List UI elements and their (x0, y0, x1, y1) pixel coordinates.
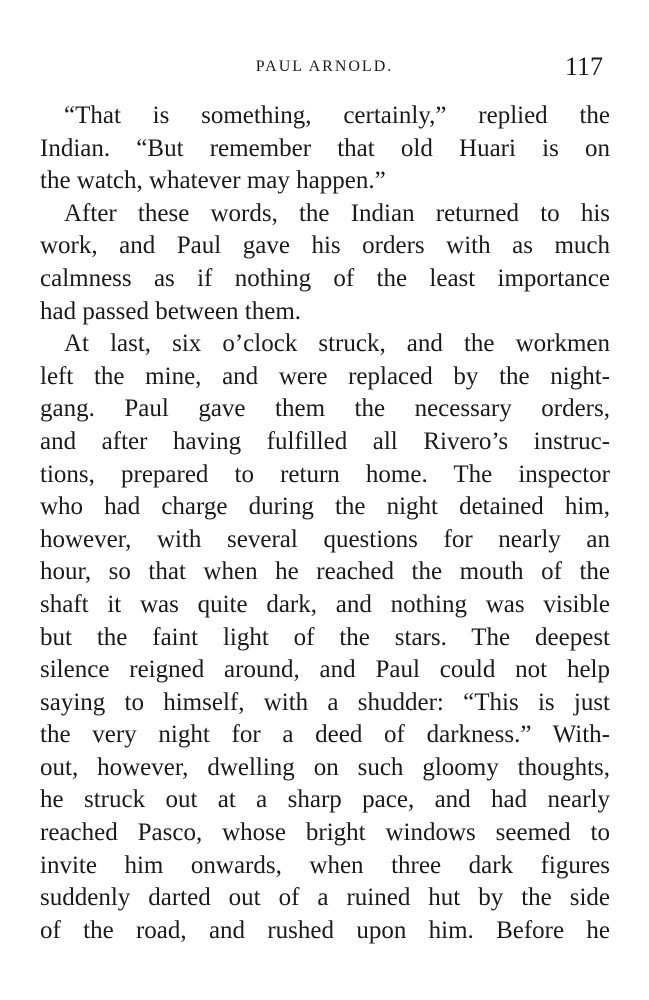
text-line: calmness as if nothing of the least importance (40, 264, 610, 292)
page-number: 117 (564, 52, 603, 81)
text-line: the very night for a deed of darkness.” With- (40, 721, 610, 749)
text-line: left the mine, and were replaced by the night- (40, 362, 610, 390)
text-line: saying to himself, with a shudder: “This is just (40, 688, 610, 716)
text-line: suddenly darted out of a ruined hut by the side (40, 884, 610, 912)
text-line: of the road, and rushed upon him. Before he (40, 916, 610, 944)
text-line: he struck out at a sharp pace, and had nearly (40, 786, 610, 814)
text-line: reached Pasco, whose bright windows seemed to (40, 819, 610, 847)
text-line: “That is something, certainly,” replied the (64, 102, 610, 129)
text-line: Indian. “But remember that old Huari is on (40, 134, 610, 162)
text-line: however, with several questions for nearly an (40, 525, 610, 553)
text-line: gang. Paul gave them the necessary orders, (40, 395, 610, 423)
text-line: work, and Paul gave his orders with as much (40, 232, 610, 260)
text-line: hour, so that when he reached the mouth of the (40, 558, 610, 586)
text-line: At last, six o’clock struck, and the workmen (64, 330, 610, 358)
text-line: After these words, the Indian returned to his (64, 199, 610, 227)
running-title: PAUL ARNOLD. (255, 58, 394, 75)
text-line: had passed between them. (40, 297, 302, 325)
running-head (40, 52, 609, 82)
body-text (40, 100, 610, 947)
text-line: shaft it was quite dark, and nothing was visible (40, 590, 610, 618)
text-line: and after having fulfilled all Rivero’s instruc- (40, 427, 610, 455)
text-line: but the faint light of the stars. The deepest (40, 623, 610, 651)
text-line: out, however, dwelling on such gloomy thoughts, (40, 753, 610, 781)
text-line: the watch, whatever may happen.” (40, 167, 386, 195)
text-line: who had charge during the night detained him, (40, 493, 610, 521)
text-line: silence reigned around, and Paul could not help (40, 656, 610, 684)
text-line: tions, prepared to return home. The inspector (40, 460, 610, 488)
text-line: invite him onwards, when three dark figures (40, 851, 610, 879)
